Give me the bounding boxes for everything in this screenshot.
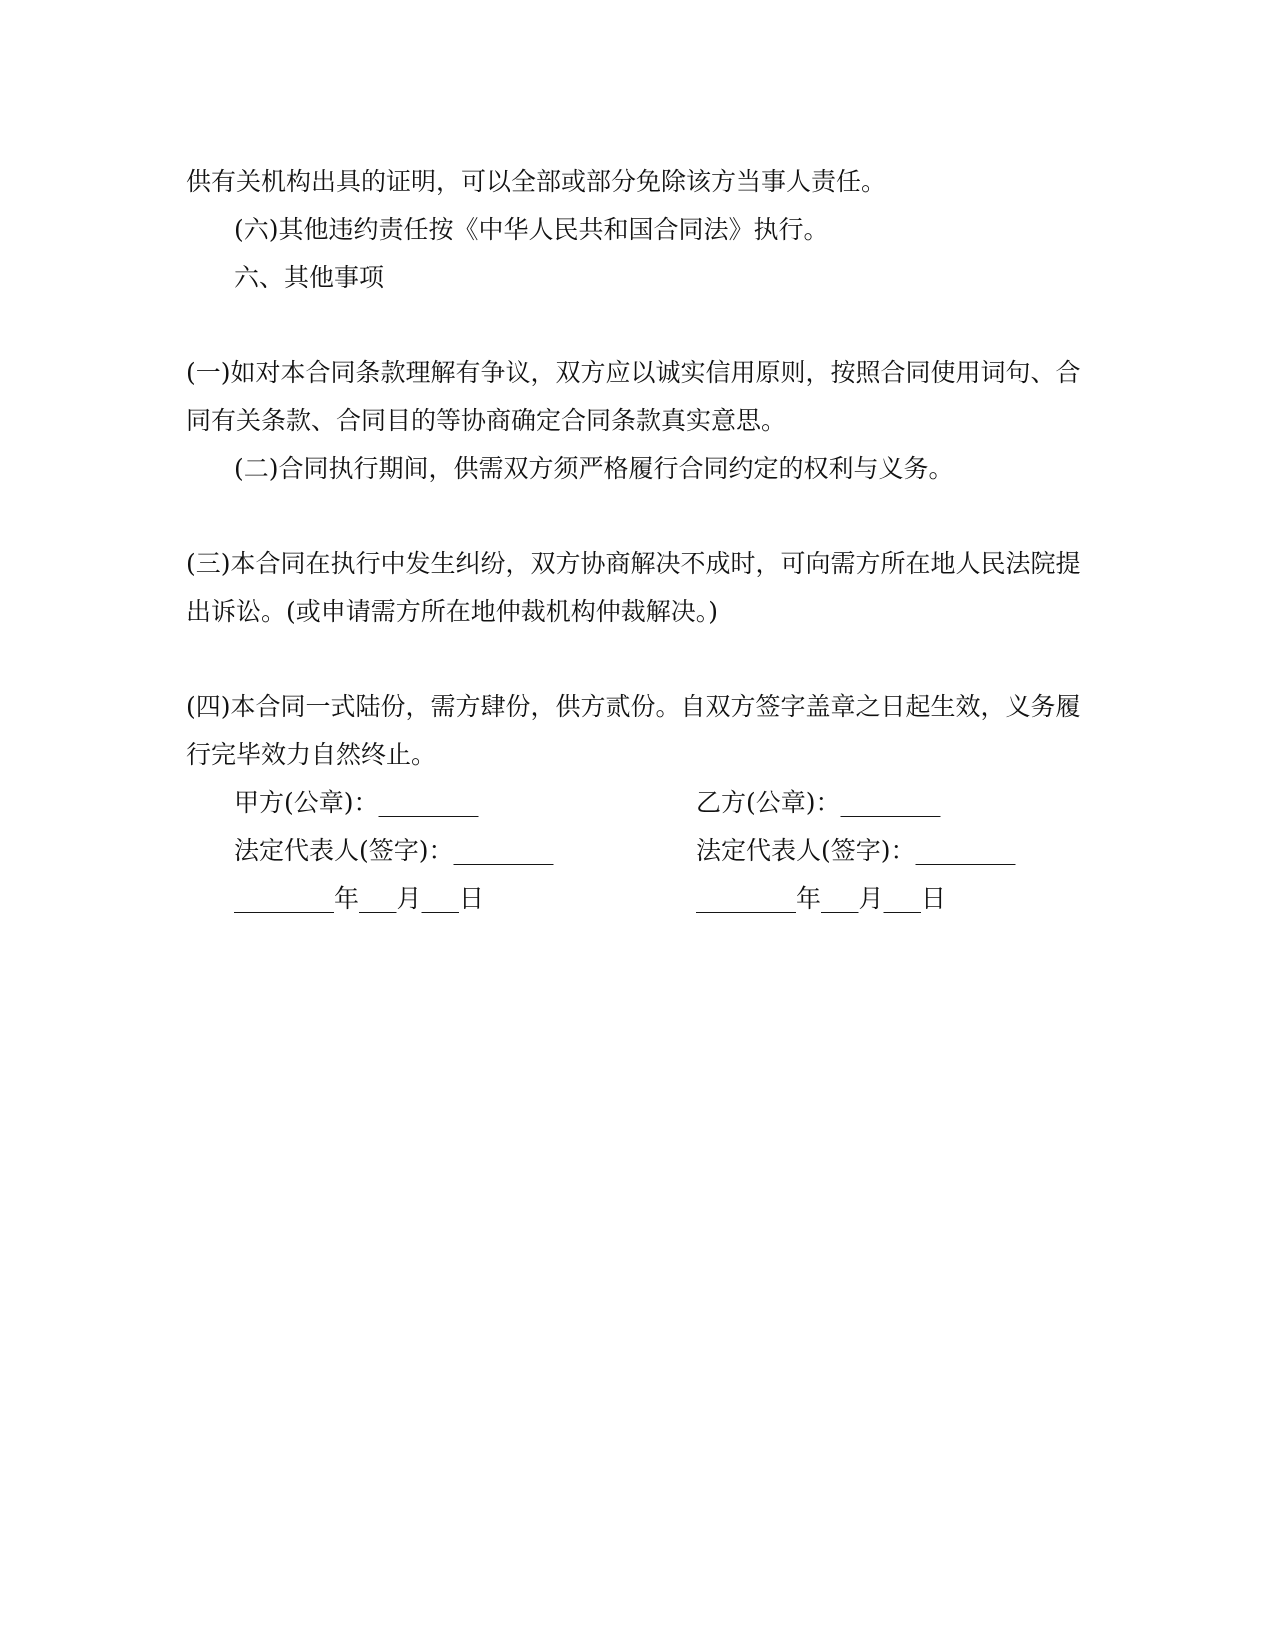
party-b-date: ________年___月___日 — [696, 884, 947, 913]
party-a-seal: 甲方(公章)：________ — [234, 788, 479, 817]
paragraph-line: 供有关机构出具的证明，可以全部或部分免除该方当事人责任。 — [186, 167, 887, 196]
clause-two: (二)合同执行期间，供需双方须严格履行合同约定的权利与义务。 — [234, 454, 954, 483]
clause-six-liability: (六)其他违约责任按《中华人民共和国合同法》执行。 — [234, 215, 829, 244]
clause-one-line-1: (一)如对本合同条款理解有争议，双方应以诚实信用原则，按照合同使用词句、合 — [186, 358, 1081, 387]
party-a-date: ________年___月___日 — [234, 884, 485, 913]
clause-three-line-1: (三)本合同在执行中发生纠纷，双方协商解决不成时，可向需方所在地人民法院提 — [186, 549, 1081, 578]
party-b-representative: 法定代表人(签字)：________ — [696, 836, 1016, 865]
section-heading-other-matters: 六、其他事项 — [234, 263, 385, 292]
party-b-seal: 乙方(公章)：________ — [696, 788, 941, 817]
clause-four-line-2: 行完毕效力自然终止。 — [186, 740, 437, 769]
clause-four-line-1: (四)本合同一式陆份，需方肆份，供方贰份。自双方签字盖章之日起生效，义务履 — [186, 692, 1081, 721]
clause-one-line-2: 同有关条款、合同目的等协商确定合同条款真实意思。 — [186, 406, 787, 435]
clause-three-line-2: 出诉讼。(或申请需方所在地仲裁机构仲裁解决。) — [186, 597, 719, 626]
party-a-representative: 法定代表人(签字)：________ — [234, 836, 554, 865]
